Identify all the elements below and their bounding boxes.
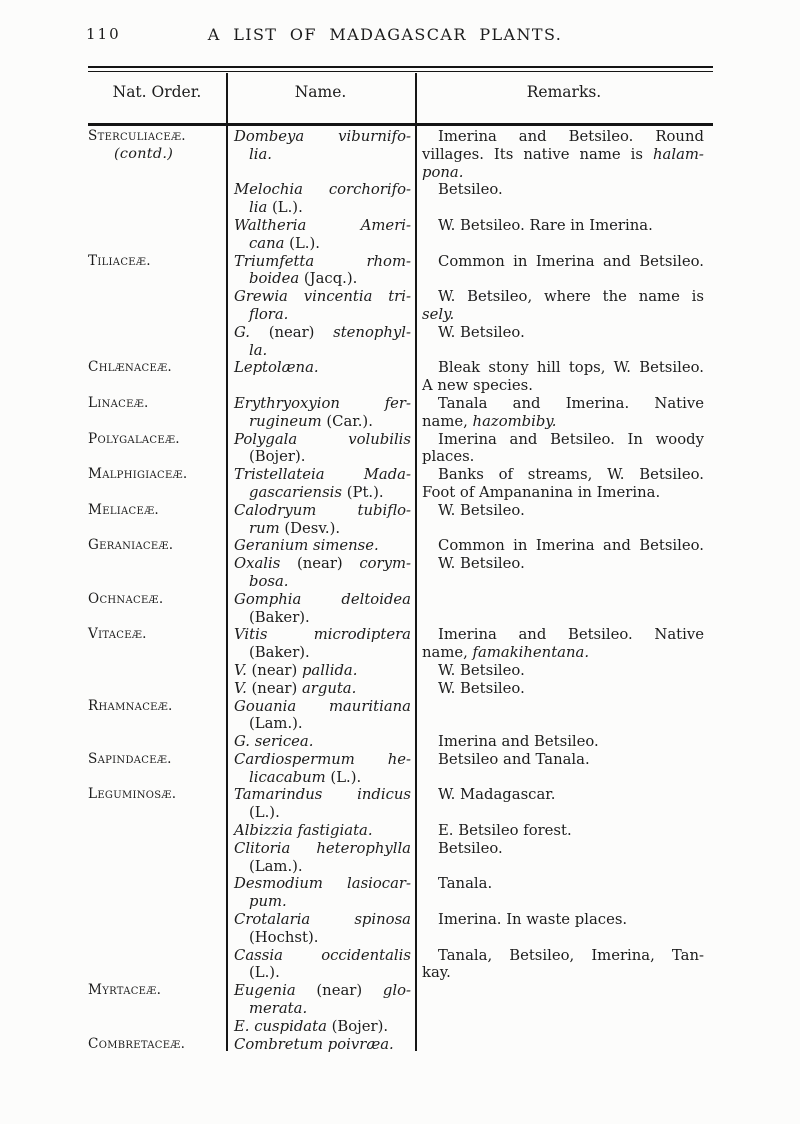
text-line: V. (near) pallida. xyxy=(234,661,358,679)
text-line: Grewia vincentia tri- xyxy=(234,288,411,306)
name-cell xyxy=(226,555,415,591)
nat-order-cell xyxy=(88,537,226,555)
text-line: Cassia occidentalis xyxy=(234,946,411,964)
remarks-cell xyxy=(415,431,713,467)
name-cell xyxy=(226,537,415,555)
nat-order-label: Malphigiaceæ. xyxy=(88,466,188,483)
remarks-cell xyxy=(415,840,713,858)
text-line: W. Madagascar. xyxy=(438,786,556,804)
text-line: (Hochst). xyxy=(249,928,319,946)
text-line: Betsileo. xyxy=(438,181,503,199)
name-cell xyxy=(226,502,415,538)
text-line: Imerina and Betsileo. In woody xyxy=(438,430,704,448)
text-line: Albizzia fastigiata. xyxy=(234,822,373,840)
text-line: Betsileo. xyxy=(438,839,503,857)
remarks-cell xyxy=(415,911,713,929)
nat-order-cell xyxy=(88,751,226,769)
name-cell xyxy=(226,1018,415,1036)
nat-order-label: Leguminosæ. xyxy=(88,786,177,803)
table-row xyxy=(88,982,713,1018)
remarks-cell xyxy=(415,733,713,751)
text-line: G. (near) stenophyl- xyxy=(234,323,411,341)
table-row xyxy=(88,181,713,217)
text-line: Common in Imerina and Betsileo. xyxy=(438,537,704,555)
name-cell xyxy=(226,253,415,289)
text-line: Clitoria heterophylla xyxy=(234,839,411,857)
text-line: Melochia corchorifo- xyxy=(234,181,411,199)
text-line: Betsileo and Tanala. xyxy=(438,750,590,768)
page-number: 110 xyxy=(86,25,121,43)
text-line: Triumfetta rhom- xyxy=(234,252,411,270)
table-row xyxy=(88,466,713,502)
table-row xyxy=(88,359,713,395)
name-cell xyxy=(226,324,415,360)
nat-order-cell xyxy=(88,1036,226,1054)
text-line: Erythryoxyion fer- xyxy=(234,394,411,412)
name-cell xyxy=(226,947,415,983)
text-line: gascariensis (Pt.). xyxy=(249,483,384,501)
name-cell xyxy=(226,626,415,662)
table-row xyxy=(88,128,713,181)
name-cell xyxy=(226,431,415,467)
name-cell xyxy=(226,698,415,734)
text-line: E. Betsileo forest. xyxy=(438,822,572,840)
name-cell xyxy=(226,822,415,840)
text-line: W. Betsileo, where the name is xyxy=(438,288,704,306)
remarks-cell xyxy=(415,253,713,271)
text-line: W. Betsileo. xyxy=(438,555,525,573)
nat-order-label: Meliaceæ. xyxy=(88,501,160,518)
name-cell xyxy=(226,395,415,431)
table-row xyxy=(88,875,713,911)
text-line: flora. xyxy=(249,305,289,323)
text-line: Tanala and Imerina. Native xyxy=(438,394,704,412)
table-row xyxy=(88,288,713,324)
table-row xyxy=(88,751,713,787)
column-header-name: Name. xyxy=(294,83,347,101)
nat-order-cell xyxy=(88,395,226,413)
text-line: la. xyxy=(249,341,268,359)
name-cell xyxy=(226,680,415,698)
table-top-rule-inner xyxy=(88,71,713,72)
remarks-cell xyxy=(415,822,713,840)
text-line: places. xyxy=(422,448,475,466)
table-row xyxy=(88,698,713,734)
nat-order-label: Chlænaceæ. xyxy=(88,359,173,376)
text-line: Imerina and Betsileo. xyxy=(438,733,599,751)
text-line: Crotalaria spinosa xyxy=(234,911,411,929)
table-row xyxy=(88,626,713,662)
remarks-cell xyxy=(415,537,713,555)
nat-order-label: Combretaceæ. xyxy=(88,1035,186,1052)
text-line: lia (L.). xyxy=(249,199,303,217)
name-cell xyxy=(226,288,415,324)
remarks-cell xyxy=(415,181,713,199)
table-header xyxy=(88,83,713,113)
text-line: villages. Its native name is halam- xyxy=(422,145,704,163)
table-row xyxy=(88,324,713,360)
text-line: bosa. xyxy=(249,572,289,590)
text-line: W. Betsileo. Rare in Imerina. xyxy=(438,216,653,234)
text-line: pona. xyxy=(422,163,464,181)
column-header-nat-order: Nat. Order. xyxy=(112,83,202,101)
text-line: (Bojer). xyxy=(249,448,306,466)
remarks-cell xyxy=(415,128,713,181)
nat-order-label: Sterculiaceæ. xyxy=(88,128,186,144)
remarks-cell xyxy=(415,502,713,520)
nat-order-label: Tiliaceæ. xyxy=(88,252,151,269)
remarks-cell xyxy=(415,217,713,235)
nat-order-cell xyxy=(88,591,226,609)
text-line: Oxalis (near) corym- xyxy=(234,555,411,573)
table-row xyxy=(88,217,713,253)
remarks-cell xyxy=(415,662,713,680)
nat-order-cell xyxy=(88,359,226,377)
text-line: (Baker). xyxy=(249,608,310,626)
running-head xyxy=(0,25,800,47)
name-cell xyxy=(226,217,415,253)
text-line: V. (near) arguta. xyxy=(234,679,357,697)
name-cell xyxy=(226,359,415,377)
text-line: Gouania mauritiana xyxy=(234,697,411,715)
remarks-cell xyxy=(415,751,713,769)
text-line: Imerina. In waste places. xyxy=(438,911,628,929)
nat-order-label: Sapindaceæ. xyxy=(88,750,172,767)
header-bottom-rule xyxy=(88,123,713,126)
text-line: Tristellateia Mada- xyxy=(234,466,411,484)
text-line: Eugenia (near) glo- xyxy=(234,982,411,1000)
text-line: (Baker). xyxy=(249,644,310,662)
text-line: Vitis microdiptera xyxy=(234,626,411,644)
remarks-cell xyxy=(415,288,713,324)
name-cell xyxy=(226,181,415,217)
table-row xyxy=(88,395,713,431)
text-line: Desmodium lasiocar- xyxy=(234,875,411,893)
remarks-cell xyxy=(415,466,713,502)
text-line: (L.). xyxy=(249,964,280,982)
table-row xyxy=(88,555,713,591)
name-cell xyxy=(226,128,415,164)
text-line: licacabum (L.). xyxy=(249,768,362,786)
name-cell xyxy=(226,662,415,680)
remarks-cell xyxy=(415,875,713,893)
table-row xyxy=(88,662,713,680)
table-row xyxy=(88,1018,713,1036)
table-row xyxy=(88,537,713,555)
text-line: W. Betsileo. xyxy=(438,679,525,697)
column-header-remarks: Remarks. xyxy=(526,83,602,101)
text-line: cana (L.). xyxy=(249,234,320,252)
nat-order-label: Polygalaceæ. xyxy=(88,430,180,447)
text-line: Gomphia deltoidea xyxy=(234,590,411,608)
text-line: Tamarindus indicus xyxy=(234,786,411,804)
text-line: kay. xyxy=(422,964,451,982)
text-line: name, famakihentana. xyxy=(422,644,590,662)
nat-order-cell xyxy=(88,626,226,644)
text-line: Geranium simense. xyxy=(234,537,379,555)
nat-order-cell xyxy=(88,982,226,1000)
table-row xyxy=(88,502,713,538)
nat-order-label: Linaceæ. xyxy=(88,394,149,411)
name-cell xyxy=(226,875,415,911)
nat-order-cell xyxy=(88,128,226,164)
text-line: W. Betsileo. xyxy=(438,661,525,679)
remarks-cell xyxy=(415,324,713,342)
text-line: Dombeya viburnifo- xyxy=(234,128,411,145)
text-line: (Lam.). xyxy=(249,857,303,875)
name-cell xyxy=(226,751,415,787)
remarks-cell xyxy=(415,947,713,983)
text-line: Leptolæna. xyxy=(234,359,319,377)
name-cell xyxy=(226,1036,415,1054)
nat-order-label: Vitaceæ. xyxy=(88,626,147,643)
text-line: boidea (Jacq.). xyxy=(249,270,358,288)
nat-order-label: Geraniaceæ. xyxy=(88,537,174,554)
remarks-cell xyxy=(415,680,713,698)
text-line: lia. xyxy=(249,145,272,163)
table-top-rule-outer xyxy=(88,66,713,68)
nat-order-cell xyxy=(88,502,226,520)
name-cell xyxy=(226,786,415,822)
table-row xyxy=(88,1036,713,1054)
text-line: Foot of Ampananina in Imerina. xyxy=(422,483,661,501)
nat-order-cell xyxy=(88,698,226,716)
text-line: Polygala volubilis xyxy=(234,430,411,448)
table-row xyxy=(88,822,713,840)
nat-order-label: Myrtaceæ. xyxy=(88,982,162,999)
table-row xyxy=(88,947,713,983)
remarks-cell xyxy=(415,395,713,431)
nat-order-cell xyxy=(88,466,226,484)
text-line: E. cuspidata (Bojer). xyxy=(234,1017,389,1035)
text-line: rugineum (Car.). xyxy=(249,412,373,430)
text-line: Imerina and Betsileo. Native xyxy=(438,626,704,644)
remarks-cell xyxy=(415,626,713,662)
nat-order-note: (contd.) xyxy=(114,145,174,162)
page-title: A LIST OF MADAGASCAR PLANTS. xyxy=(207,25,563,44)
name-cell xyxy=(226,466,415,502)
text-line: (L.). xyxy=(249,804,280,822)
text-line: name, hazombiby. xyxy=(422,412,557,430)
text-line: Imerina and Betsileo. Round xyxy=(438,128,704,145)
name-cell xyxy=(226,911,415,947)
text-line: Bleak stony hill tops, W. Betsileo. xyxy=(438,359,704,377)
text-line: (Lam.). xyxy=(249,715,303,733)
text-line: rum (Desv.). xyxy=(249,519,341,537)
name-cell xyxy=(226,840,415,876)
text-line: Tanala, Betsileo, Imerina, Tan- xyxy=(438,946,704,964)
table-row xyxy=(88,911,713,947)
text-line: W. Betsileo. xyxy=(438,501,525,519)
text-line: Combretum poivræa. xyxy=(234,1035,394,1053)
table-row xyxy=(88,431,713,467)
text-line: W. Betsileo. xyxy=(438,323,525,341)
table-body xyxy=(88,128,713,1053)
remarks-cell xyxy=(415,786,713,804)
text-line: Cardiospermum he- xyxy=(234,750,411,768)
table-row xyxy=(88,840,713,876)
text-line: Tanala. xyxy=(438,875,493,893)
nat-order-cell xyxy=(88,431,226,449)
text-line: G. sericea. xyxy=(234,733,314,751)
nat-order-cell xyxy=(88,253,226,271)
text-line: Waltheria Ameri- xyxy=(234,216,411,234)
text-line: pum. xyxy=(249,893,287,911)
table-row xyxy=(88,786,713,822)
remarks-cell xyxy=(415,359,713,395)
nat-order-label: Ochnaceæ. xyxy=(88,590,164,607)
table-row xyxy=(88,733,713,751)
text-line: merata. xyxy=(249,1000,308,1018)
name-cell xyxy=(226,733,415,751)
text-line: Common in Imerina and Betsileo. xyxy=(438,252,704,270)
text-line: Banks of streams, W. Betsileo. xyxy=(438,466,704,484)
table-row xyxy=(88,591,713,627)
remarks-cell xyxy=(415,555,713,573)
nat-order-cell xyxy=(88,786,226,804)
name-cell xyxy=(226,982,415,1018)
text-line: Calodryum tubiflo- xyxy=(234,501,411,519)
text-line: A new species. xyxy=(422,377,533,395)
text-line: sely. xyxy=(422,305,455,323)
table-row xyxy=(88,680,713,698)
nat-order-label: Rhamnaceæ. xyxy=(88,697,173,714)
name-cell xyxy=(226,591,415,627)
table-row xyxy=(88,253,713,289)
